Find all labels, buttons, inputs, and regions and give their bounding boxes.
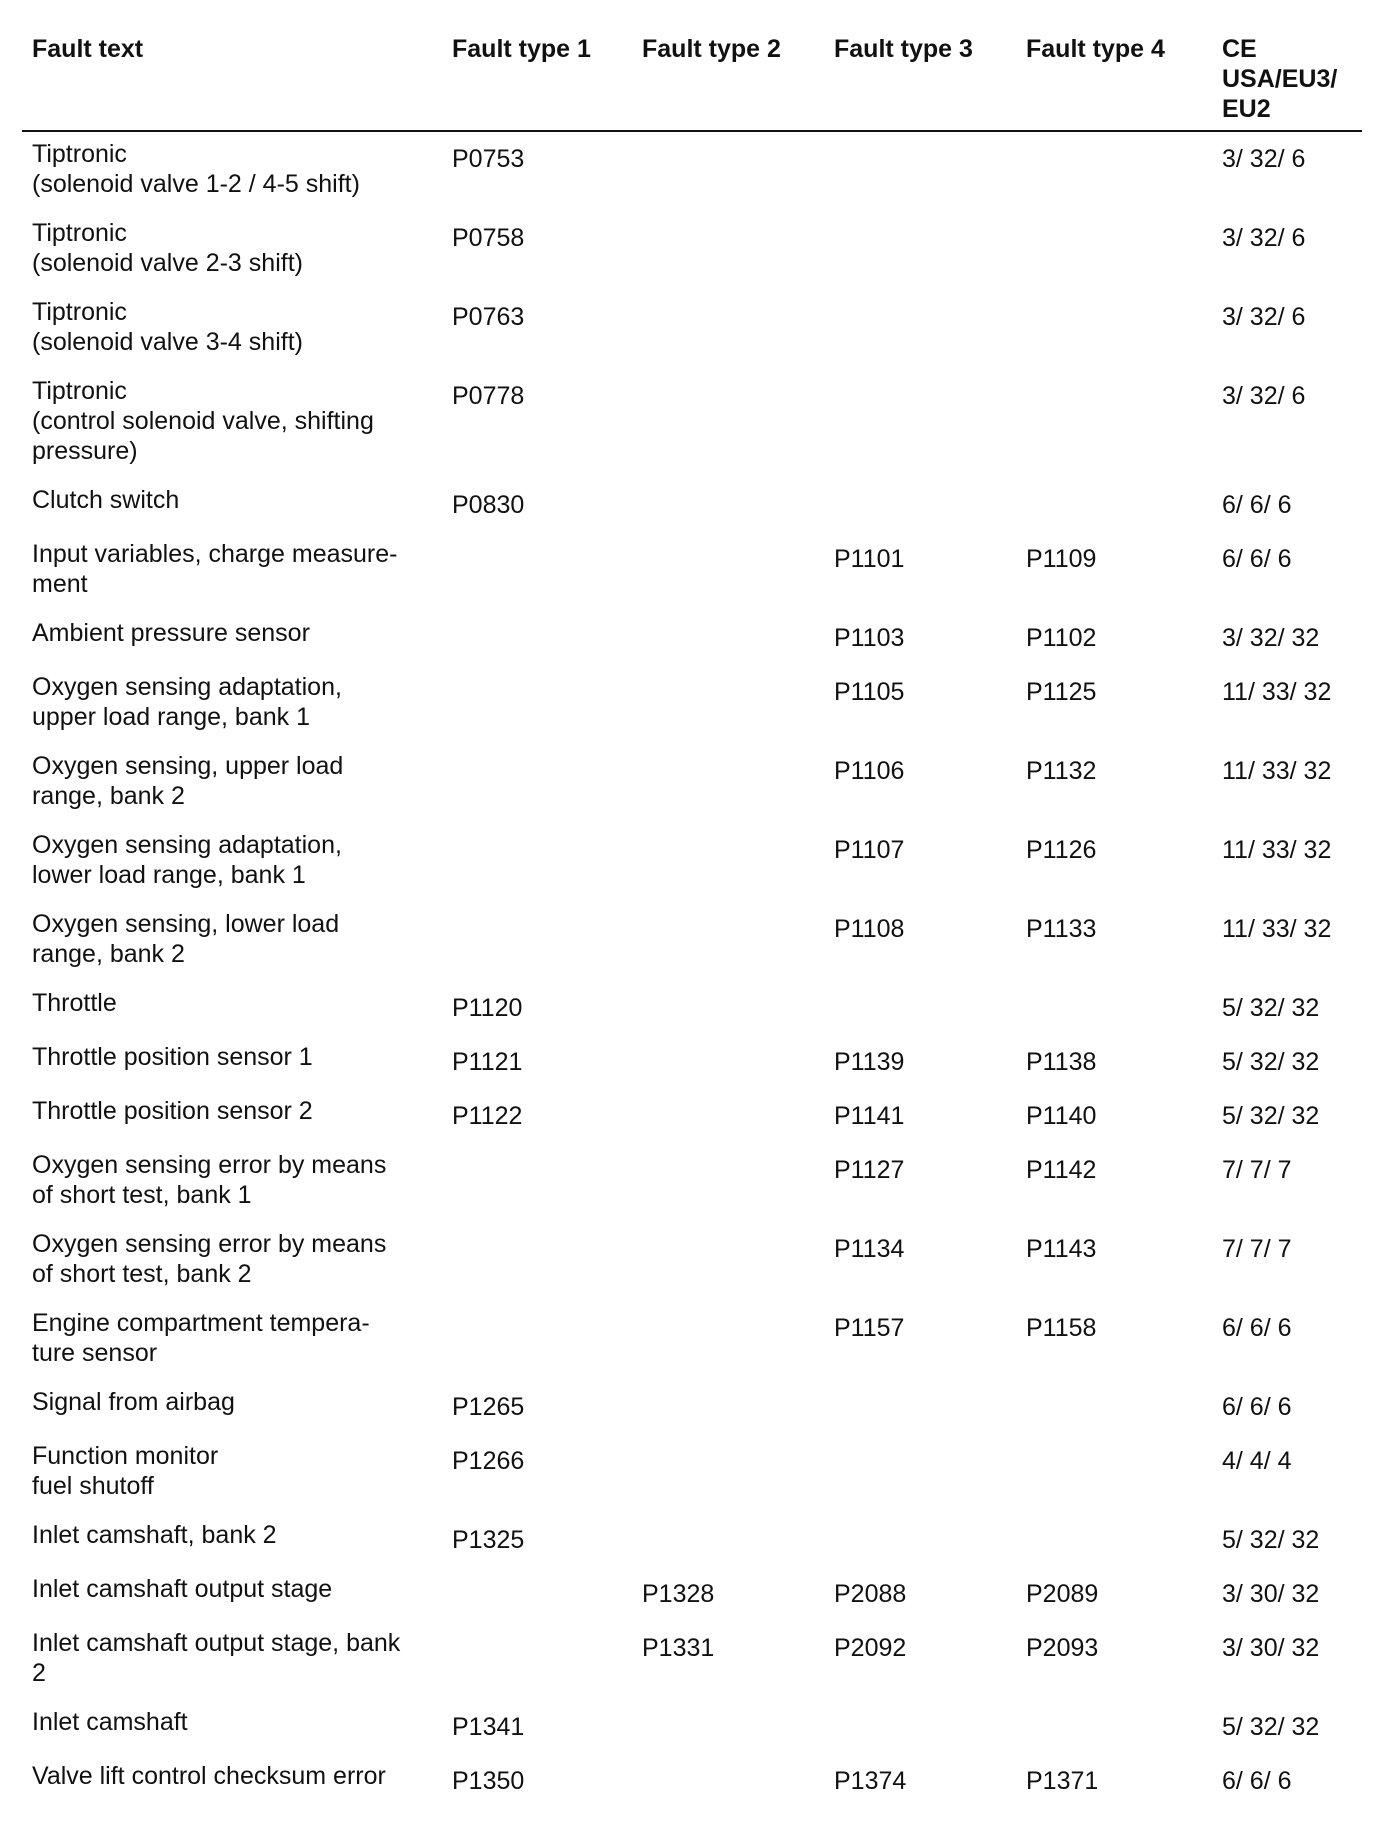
fault-type-1-cell: P1341 — [452, 1713, 525, 1741]
fault-text-cell: Function monitor fuel shutoff — [32, 1442, 219, 1500]
fault-type-1-cell — [442, 902, 632, 981]
ce-usa-eu3-eu2-cell: 6/ 6/ 6 — [1222, 491, 1292, 519]
ce-usa-eu3-eu2-cell: 5/ 32/ 32 — [1222, 1713, 1320, 1741]
fault-type-4-cell — [1016, 369, 1212, 478]
fault-type-1-cell: P0758 — [452, 224, 525, 252]
fault-type-2-cell — [632, 131, 824, 211]
ce-usa-eu3-eu2-cell: 6/ 6/ 6 — [1222, 1767, 1292, 1795]
header-row — [22, 30, 1362, 131]
fault-type-4-cell — [1016, 131, 1212, 211]
fault-type-4-cell: P1140 — [1026, 1102, 1097, 1130]
fault-text-cell: Input variables, charge measure- ment — [32, 540, 398, 598]
table-row — [22, 369, 1362, 478]
fault-type-3-cell — [824, 1700, 1016, 1754]
fault-type-2-cell — [632, 211, 824, 290]
fault-type-2-cell — [632, 1380, 824, 1434]
ce-usa-eu3-eu2-cell: 3/ 32/ 6 — [1222, 224, 1306, 252]
ce-usa-eu3-eu2-cell: 7/ 7/ 7 — [1222, 1235, 1292, 1263]
fault-type-1-cell: P1325 — [452, 1526, 525, 1554]
fault-type-3-cell — [824, 1434, 1016, 1513]
fault-type-4-cell — [1016, 290, 1212, 369]
table-row — [22, 665, 1362, 744]
fault-text-cell: Oxygen sensing, upper load range, bank 2 — [32, 752, 344, 810]
fault-type-1-cell: P1266 — [452, 1447, 525, 1475]
fault-type-2-cell — [632, 290, 824, 369]
table-row — [22, 611, 1362, 665]
fault-type-1-cell — [442, 1621, 632, 1700]
header-fault-text: Fault text — [22, 30, 442, 131]
ce-usa-eu3-eu2-cell: 11/ 33/ 32 — [1222, 678, 1332, 706]
fault-text-cell: Ambient pressure sensor — [32, 619, 310, 647]
fault-type-2-cell — [632, 1434, 824, 1513]
table-row — [22, 981, 1362, 1035]
ce-usa-eu3-eu2-cell: 5/ 32/ 32 — [1222, 1526, 1320, 1554]
fault-text-cell: Inlet camshaft — [32, 1708, 188, 1736]
fault-type-1-cell — [442, 532, 632, 611]
fault-type-3-cell — [824, 1380, 1016, 1434]
table-row — [22, 1380, 1362, 1434]
fault-type-4-cell — [1016, 211, 1212, 290]
fault-text-cell: Valve lift control checksum error — [32, 1762, 386, 1790]
fault-type-2-cell — [632, 823, 824, 902]
fault-type-1-cell — [442, 744, 632, 823]
fault-text-cell: Inlet camshaft output stage — [32, 1575, 333, 1603]
ce-usa-eu3-eu2-cell: 3/ 32/ 6 — [1222, 382, 1306, 410]
fault-type-3-cell: P1134 — [834, 1235, 905, 1263]
fault-type-2-cell — [632, 744, 824, 823]
ce-usa-eu3-eu2-cell: 3/ 32/ 6 — [1222, 145, 1306, 173]
fault-type-3-cell: P1157 — [834, 1314, 905, 1342]
table-row — [22, 1301, 1362, 1380]
table-row — [22, 478, 1362, 532]
fault-type-2-cell — [632, 532, 824, 611]
header-fault-type-3: Fault type 3 — [824, 30, 1016, 131]
fault-type-1-cell — [442, 1301, 632, 1380]
table-row — [22, 290, 1362, 369]
fault-text-cell: Signal from airbag — [32, 1388, 235, 1416]
fault-type-2-cell — [632, 902, 824, 981]
fault-type-4-cell: P2089 — [1026, 1580, 1099, 1608]
fault-type-2-cell — [632, 1089, 824, 1143]
fault-text-cell: Throttle — [32, 989, 117, 1017]
table-row — [22, 744, 1362, 823]
table-row — [22, 211, 1362, 290]
fault-type-4-cell: P1142 — [1026, 1156, 1097, 1184]
fault-type-3-cell — [824, 981, 1016, 1035]
fault-text-cell: Oxygen sensing adaptation, upper load range, bank 1 — [32, 673, 342, 731]
fault-type-1-cell: P0830 — [452, 491, 525, 519]
fault-type-1-cell: P1350 — [452, 1767, 525, 1795]
table-row — [22, 902, 1362, 981]
table-row — [22, 1434, 1362, 1513]
fault-text-cell: Tiptronic (solenoid valve 3-4 shift) — [32, 298, 303, 356]
table-row — [22, 532, 1362, 611]
fault-text-cell: Inlet camshaft output stage, bank 2 — [32, 1629, 401, 1687]
fault-type-1-cell: P0753 — [452, 145, 525, 173]
fault-text-cell: Inlet camshaft, bank 2 — [32, 1521, 277, 1549]
ce-usa-eu3-eu2-cell: 4/ 4/ 4 — [1222, 1447, 1292, 1475]
fault-type-2-cell — [632, 665, 824, 744]
fault-type-3-cell: P1127 — [834, 1156, 905, 1184]
fault-text-cell: Tiptronic (control solenoid valve, shifting pressure) — [32, 377, 374, 465]
fault-type-1-cell: P1265 — [452, 1393, 525, 1421]
fault-type-3-cell — [824, 1513, 1016, 1567]
fault-type-2-cell: P1331 — [642, 1634, 715, 1662]
fault-type-2-cell — [632, 369, 824, 478]
fault-type-1-cell: P1121 — [452, 1048, 523, 1076]
ce-usa-eu3-eu2-cell: 5/ 32/ 32 — [1222, 1048, 1320, 1076]
fault-type-3-cell: P1139 — [834, 1048, 905, 1076]
ce-usa-eu3-eu2-cell: 3/ 30/ 32 — [1222, 1580, 1320, 1608]
fault-type-3-cell — [824, 290, 1016, 369]
table-row — [22, 823, 1362, 902]
fault-type-2-cell — [632, 1143, 824, 1222]
fault-text-cell: Engine compartment tempera- ture sensor — [32, 1309, 370, 1367]
fault-type-3-cell — [824, 131, 1016, 211]
fault-type-3-cell: P1105 — [834, 678, 905, 706]
fault-type-3-cell: P1108 — [834, 915, 905, 943]
fault-type-2-cell — [632, 1222, 824, 1301]
fault-type-1-cell — [442, 665, 632, 744]
fault-type-3-cell — [824, 369, 1016, 478]
fault-type-4-cell: P2093 — [1026, 1634, 1099, 1662]
fault-type-2-cell — [632, 981, 824, 1035]
fault-type-4-cell — [1016, 1434, 1212, 1513]
fault-text-cell: Oxygen sensing error by means of short test, bank 2 — [32, 1230, 387, 1288]
fault-text-cell: Clutch switch — [32, 486, 180, 514]
table-row — [22, 1035, 1362, 1089]
fault-type-1-cell — [442, 823, 632, 902]
table-row — [22, 1621, 1362, 1700]
fault-type-3-cell: P1141 — [834, 1102, 905, 1130]
fault-type-4-cell: P1126 — [1026, 836, 1097, 864]
ce-usa-eu3-eu2-cell: 3/ 32/ 6 — [1222, 303, 1306, 331]
fault-type-1-cell — [442, 611, 632, 665]
header-fault-type-2: Fault type 2 — [632, 30, 824, 131]
fault-text-cell: Oxygen sensing, lower load range, bank 2 — [32, 910, 340, 968]
ce-usa-eu3-eu2-cell: 11/ 33/ 32 — [1222, 757, 1332, 785]
ce-usa-eu3-eu2-cell: 6/ 6/ 6 — [1222, 1314, 1292, 1342]
ce-usa-eu3-eu2-cell: 11/ 33/ 32 — [1222, 915, 1332, 943]
table-row — [22, 131, 1362, 211]
ce-usa-eu3-eu2-cell: 6/ 6/ 6 — [1222, 545, 1292, 573]
header-ce-usa-eu3-eu2: CE USA/EU3/ EU2 — [1212, 30, 1362, 131]
fault-type-1-cell: P0778 — [452, 382, 525, 410]
fault-type-3-cell: P1106 — [834, 757, 905, 785]
fault-type-2-cell — [632, 1754, 824, 1808]
fault-text-cell: Throttle position sensor 1 — [32, 1043, 313, 1071]
fault-text-cell: Oxygen sensing error by means of short test, bank 1 — [32, 1151, 387, 1209]
header-fault-type-1: Fault type 1 — [442, 30, 632, 131]
table-header — [22, 30, 1362, 131]
fault-type-2-cell — [632, 1035, 824, 1089]
fault-text-cell: Tiptronic (solenoid valve 1-2 / 4-5 shift) — [32, 140, 360, 198]
table-row — [22, 1567, 1362, 1621]
fault-type-2-cell: P1328 — [642, 1580, 715, 1608]
table-row — [22, 1222, 1362, 1301]
table-row — [22, 1089, 1362, 1143]
ce-usa-eu3-eu2-cell: 6/ 6/ 6 — [1222, 1393, 1292, 1421]
header-fault-type-4: Fault type 4 — [1016, 30, 1212, 131]
fault-type-3-cell — [824, 478, 1016, 532]
fault-type-4-cell: P1132 — [1026, 757, 1097, 785]
fault-text-cell: Oxygen sensing adaptation, lower load range, bank 1 — [32, 831, 342, 889]
fault-type-3-cell: P1101 — [834, 545, 905, 573]
table-row — [22, 1143, 1362, 1222]
ce-usa-eu3-eu2-cell: 3/ 30/ 32 — [1222, 1634, 1320, 1662]
fault-type-1-cell: P1122 — [452, 1102, 523, 1130]
fault-type-2-cell — [632, 478, 824, 532]
fault-type-3-cell: P2092 — [834, 1634, 907, 1662]
fault-type-1-cell — [442, 1567, 632, 1621]
ce-usa-eu3-eu2-cell: 11/ 33/ 32 — [1222, 836, 1332, 864]
fault-type-4-cell — [1016, 1513, 1212, 1567]
fault-type-1-cell — [442, 1143, 632, 1222]
fault-type-4-cell — [1016, 1700, 1212, 1754]
table-body — [22, 131, 1362, 1808]
fault-type-2-cell — [632, 1301, 824, 1380]
fault-type-2-cell — [632, 611, 824, 665]
ce-usa-eu3-eu2-cell: 7/ 7/ 7 — [1222, 1156, 1292, 1184]
fault-type-4-cell — [1016, 981, 1212, 1035]
fault-code-table — [22, 30, 1362, 1808]
fault-type-2-cell — [632, 1700, 824, 1754]
fault-type-3-cell: P1107 — [834, 836, 905, 864]
fault-type-3-cell: P2088 — [834, 1580, 907, 1608]
fault-type-4-cell — [1016, 478, 1212, 532]
fault-type-4-cell: P1102 — [1026, 624, 1097, 652]
table-row — [22, 1700, 1362, 1754]
fault-type-4-cell: P1138 — [1026, 1048, 1097, 1076]
fault-text-cell: Throttle position sensor 2 — [32, 1097, 313, 1125]
fault-type-2-cell — [632, 1513, 824, 1567]
fault-text-cell: Tiptronic (solenoid valve 2-3 shift) — [32, 219, 303, 277]
fault-type-3-cell: P1374 — [834, 1767, 907, 1795]
table-row — [22, 1754, 1362, 1808]
fault-type-1-cell — [442, 1222, 632, 1301]
ce-usa-eu3-eu2-cell: 3/ 32/ 32 — [1222, 624, 1320, 652]
fault-type-4-cell: P1125 — [1026, 678, 1097, 706]
fault-type-4-cell: P1133 — [1026, 915, 1097, 943]
ce-usa-eu3-eu2-cell: 5/ 32/ 32 — [1222, 1102, 1320, 1130]
fault-type-4-cell — [1016, 1380, 1212, 1434]
table-row — [22, 1513, 1362, 1567]
fault-type-4-cell: P1143 — [1026, 1235, 1097, 1263]
fault-type-1-cell: P1120 — [452, 994, 523, 1022]
fault-type-4-cell: P1371 — [1026, 1767, 1099, 1795]
fault-type-1-cell: P0763 — [452, 303, 525, 331]
ce-usa-eu3-eu2-cell: 5/ 32/ 32 — [1222, 994, 1320, 1022]
fault-type-4-cell: P1109 — [1026, 545, 1097, 573]
fault-type-4-cell: P1158 — [1026, 1314, 1097, 1342]
fault-type-3-cell: P1103 — [834, 624, 905, 652]
fault-type-3-cell — [824, 211, 1016, 290]
